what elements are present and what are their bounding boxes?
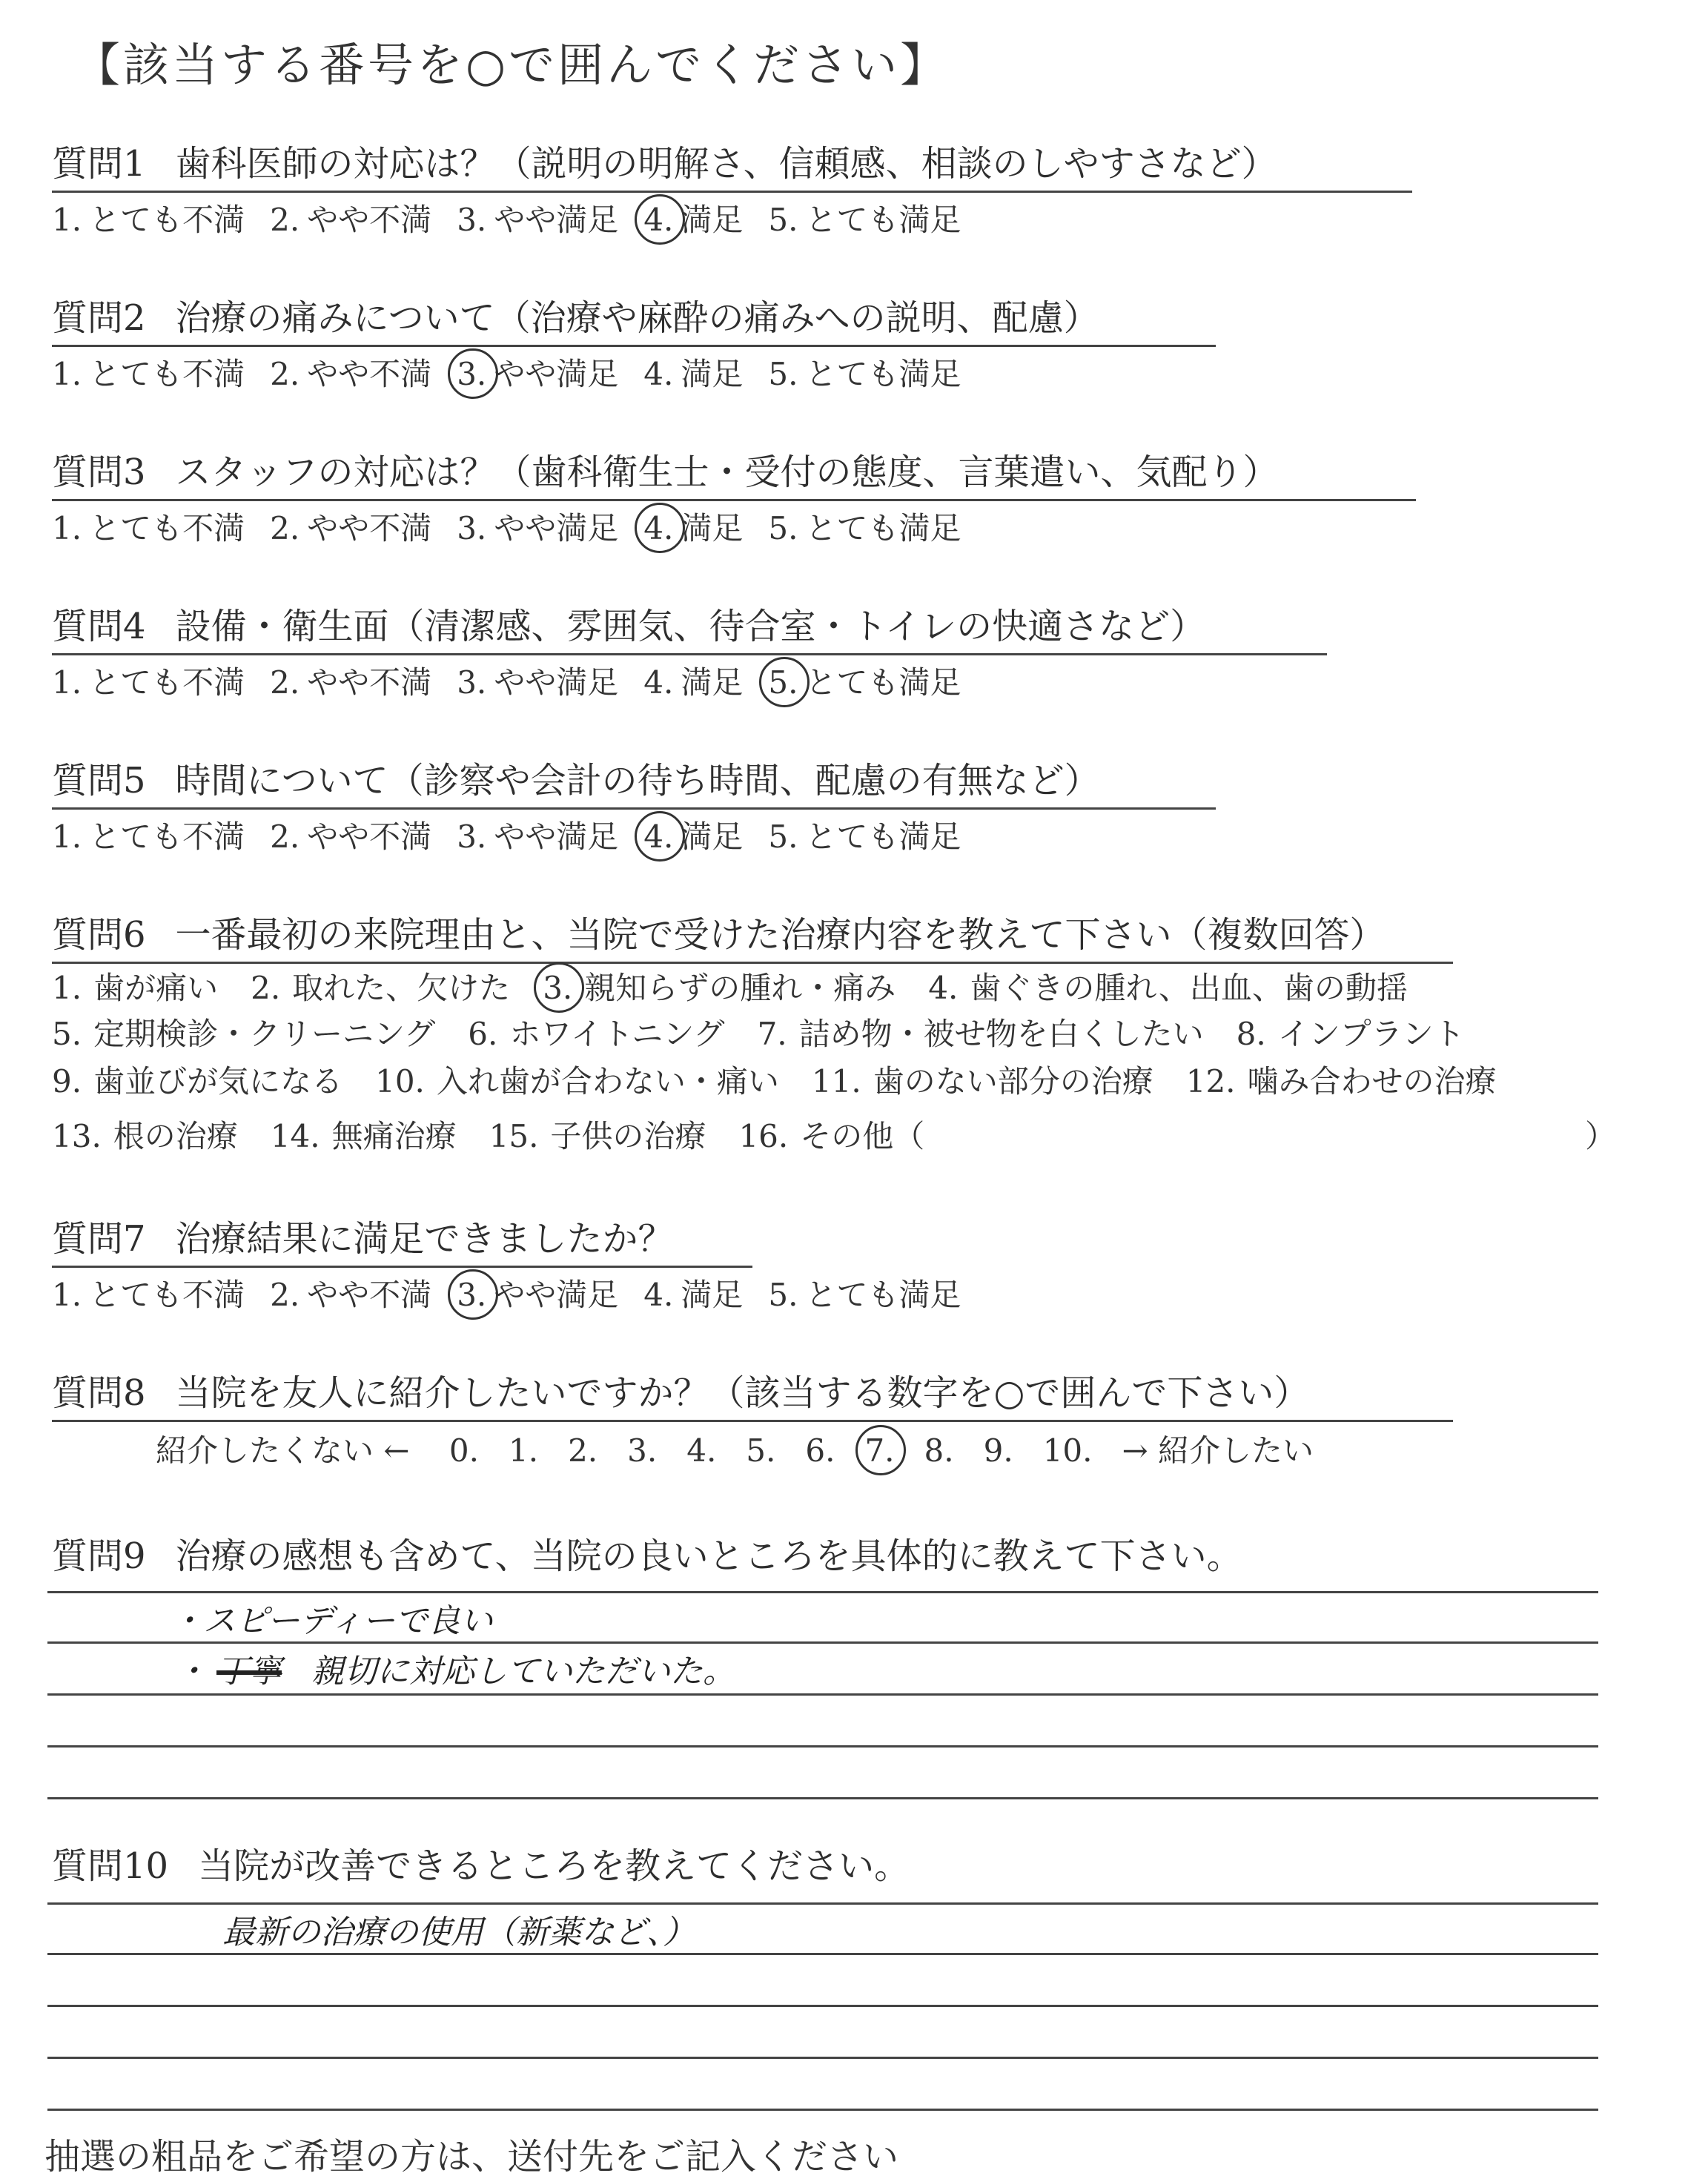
q4-label: 質問4 (52, 606, 146, 647)
q1-option-label: とても満足 (805, 202, 961, 238)
q7-option-2[interactable] (270, 1271, 431, 1315)
q6-option-label: 歯のない部分の治療 (873, 1063, 1153, 1100)
q4-option-5[interactable] (768, 658, 961, 703)
q9-line-2 (47, 1641, 1598, 1644)
q8-scale-value[interactable]: 8. (924, 1432, 954, 1469)
q6-option-label: 親知らずの腫れ・痛み (584, 970, 896, 1006)
q6-option[interactable] (758, 1010, 1204, 1054)
q5-option-label: とても満足 (805, 819, 961, 855)
q5-option-3[interactable] (457, 813, 618, 857)
q3-option-5[interactable] (768, 504, 961, 549)
q6-option-label: 入れ歯が合わない・痛い (436, 1063, 779, 1100)
q7-option-number: 3. (457, 1277, 487, 1313)
q6-option-label: 根の治療 (113, 1118, 238, 1154)
q6-option-number: 5. (52, 1016, 82, 1052)
q3-option-label: やや不満 (307, 510, 432, 546)
q3-option-number: 1. (52, 510, 82, 546)
q6-option[interactable] (1186, 1057, 1497, 1102)
q6-option[interactable] (489, 1112, 706, 1157)
q4-option-label: 満足 (681, 664, 744, 701)
q8-right-label: → 紹介したい (1122, 1432, 1314, 1469)
q9-line-1 (47, 1591, 1598, 1593)
q7-option-label: やや満足 (494, 1277, 619, 1313)
q6-option-number: 4. (928, 970, 959, 1006)
q9-line-3 (47, 1693, 1598, 1696)
q10-answer-1: 最新の治療の使用（新薬など、） (222, 1914, 695, 1951)
q5-option-number: 2. (270, 819, 300, 855)
q6-option[interactable] (251, 964, 510, 1008)
q8-label: 質問8 (52, 1372, 146, 1414)
q10-line-3 (47, 2005, 1598, 2007)
q2-heading (52, 289, 1216, 347)
q10-heading (52, 1837, 910, 1893)
q3-label: 質問3 (52, 452, 146, 493)
q5-option-number: 3. (457, 819, 487, 855)
q3-option-4[interactable] (643, 504, 743, 549)
page-title: 【該当する番号を○で囲んでください】 (74, 38, 950, 92)
q6-option-label: 歯ぐきの腫れ、出血、歯の動揺 (970, 970, 1408, 1006)
q1-option-label: やや満足 (494, 202, 619, 238)
q7-option-number: 2. (270, 1277, 300, 1313)
q4-option-label: やや満足 (494, 664, 619, 701)
q9-answer-1: ・スピーディーで良い (171, 1602, 493, 1640)
q6-option-number: 3. (543, 970, 573, 1006)
q6-option[interactable] (812, 1057, 1153, 1102)
q5-option-label: 満足 (681, 819, 744, 855)
q4-option-number: 2. (270, 664, 300, 701)
q2-option-number: 1. (52, 356, 82, 392)
q2-option-label: やや満足 (494, 356, 619, 392)
q4-options (52, 658, 986, 703)
q4-option-label: とても不満 (89, 664, 245, 701)
q3-option-number: 2. (270, 510, 300, 546)
q6-option-number: 9. (52, 1063, 82, 1100)
q7-option-label: 満足 (681, 1277, 744, 1313)
q9-text: 治療の感想も含めて、当院の良いところを具体的に教えて下さい。 (175, 1535, 1242, 1577)
q6-option[interactable] (52, 1057, 342, 1102)
q2-option-label: とても不満 (89, 356, 245, 392)
q1-option-number: 1. (52, 202, 82, 238)
q1-option-3[interactable] (457, 196, 618, 240)
q3-option-1[interactable] (52, 504, 245, 549)
q5-heading (52, 752, 1216, 810)
q9-answer-2: 親切に対応していただいた。 (311, 1653, 735, 1690)
q8-text: 当院を友人に紹介したいですか？（該当する数字を○で囲んで下さい） (175, 1372, 1310, 1414)
q6-option-number: 6. (468, 1016, 498, 1052)
q6-option-row (52, 1010, 1497, 1054)
q8-scale-value[interactable]: 5. (746, 1432, 776, 1469)
q6-option[interactable] (52, 964, 218, 1008)
q1-text: 歯科医師の対応は？（説明の明解さ、信頼感、相談のしやすさなど） (175, 143, 1277, 185)
q1-option-2[interactable] (270, 196, 431, 240)
q7-option-number: 1. (52, 1277, 82, 1313)
q2-option-2[interactable] (270, 350, 431, 394)
q4-heading (52, 598, 1327, 655)
q6-option-number: 7. (757, 1016, 787, 1052)
q7-option-1[interactable] (52, 1271, 245, 1315)
q9-line-5 (47, 1797, 1598, 1799)
q2-option-3[interactable] (457, 350, 618, 394)
q6-option[interactable] (52, 1112, 238, 1157)
q7-option-3[interactable] (457, 1271, 618, 1315)
q4-option-1[interactable] (52, 658, 245, 703)
q5-option-number: 5. (768, 819, 798, 855)
q10-line-5 (47, 2109, 1598, 2111)
q6-option-label: 定期検診・クリーニング (93, 1016, 436, 1052)
q9-label: 質問9 (52, 1535, 146, 1577)
q6-label: 質問6 (52, 914, 146, 956)
q6-option[interactable] (375, 1057, 779, 1102)
q10-label: 質問10 (52, 1845, 169, 1887)
q5-option-number: 4. (643, 819, 674, 855)
q3-option-2[interactable] (270, 504, 431, 549)
q6-option-label: 歯並びが気になる (93, 1063, 343, 1100)
q6-option-number: 1. (52, 970, 82, 1006)
q6-option[interactable] (738, 1112, 924, 1157)
q6-option[interactable] (928, 964, 1408, 1008)
q10-line-2 (47, 1953, 1598, 1955)
q1-option-number: 3. (457, 202, 487, 238)
q5-text: 時間について（診察や会計の待ち時間、配慮の有無など） (175, 760, 1100, 801)
q6-option-label: 子供の治療 (550, 1118, 706, 1154)
q6-option-number: 16. (738, 1118, 789, 1154)
q6-option[interactable] (271, 1112, 457, 1157)
q5-option-2[interactable] (270, 813, 431, 857)
q4-option-4[interactable] (643, 658, 743, 703)
q6-option-number: 15. (489, 1118, 539, 1154)
q1-option-label: 満足 (681, 202, 744, 238)
q2-option-1[interactable] (52, 350, 245, 394)
q2-option-number: 2. (270, 356, 300, 392)
q1-option-label: とても不満 (89, 202, 245, 238)
q3-options (52, 504, 986, 549)
q6-option-number: 10. (375, 1063, 425, 1100)
q10-line-1 (47, 1902, 1598, 1905)
q4-option-label: とても満足 (805, 664, 961, 701)
q8-scale-value[interactable]: 3. (627, 1432, 658, 1469)
q4-text: 設備・衛生面（清潔感、雰囲気、待合室・トイレの快適さなど） (175, 606, 1206, 647)
q6-option[interactable] (1237, 1010, 1465, 1054)
q1-option-1[interactable] (52, 196, 245, 240)
q2-label: 質問2 (52, 297, 146, 339)
q2-option-label: とても満足 (805, 356, 961, 392)
q6-option-row (52, 964, 1440, 1008)
q8-scale-value[interactable]: 7. (864, 1432, 895, 1469)
q4-option-number: 4. (643, 664, 674, 701)
q6-option-label: 噛み合わせの治療 (1247, 1063, 1497, 1100)
q1-option-number: 4. (643, 202, 674, 238)
q1-option-5[interactable] (768, 196, 961, 240)
q7-option-5[interactable] (768, 1271, 961, 1315)
q5-option-4[interactable] (643, 813, 743, 857)
q7-option-number: 4. (643, 1277, 674, 1313)
q1-options (52, 196, 986, 240)
q8-scale-value[interactable]: 2. (568, 1432, 598, 1469)
q2-option-number: 3. (457, 356, 487, 392)
q6-close-paren: ） (1585, 1118, 1617, 1154)
q6-option-number: 11. (811, 1063, 861, 1100)
q5-label: 質問5 (52, 760, 146, 801)
q6-option-label: その他（ (800, 1118, 925, 1154)
q5-option-number: 1. (52, 819, 82, 855)
q6-option-row (52, 1112, 957, 1157)
q1-heading (52, 135, 1412, 193)
q8-left-label: 紹介したくない ← (156, 1432, 410, 1469)
q9-answer-2-prefix: ・ (175, 1653, 208, 1690)
q9-struck-word: 丁寧 (216, 1653, 282, 1690)
q6-option-number: 8. (1236, 1016, 1266, 1052)
q8-scale-value[interactable]: 1. (508, 1432, 539, 1469)
q8-heading (52, 1364, 1453, 1422)
q6-option[interactable] (468, 1010, 724, 1054)
q3-text: スタッフの対応は？（歯科衛生士・受付の態度、言葉遣い、気配り） (175, 452, 1279, 493)
q3-option-label: とても不満 (89, 510, 245, 546)
q3-option-label: やや満足 (494, 510, 619, 546)
q2-option-number: 5. (768, 356, 798, 392)
q6-option[interactable] (52, 1010, 435, 1054)
q6-option-label: ホワイトニング (509, 1016, 725, 1052)
q10-text: 当院が改善できるところを教えてください。 (198, 1845, 910, 1887)
q2-option-label: 満足 (681, 356, 744, 392)
q1-option-number: 2. (270, 202, 300, 238)
q7-label: 質問7 (52, 1218, 146, 1260)
q1-label: 質問1 (52, 143, 146, 185)
q2-option-4[interactable] (643, 350, 743, 394)
q6-option-number: 12. (1185, 1063, 1236, 1100)
q6-option-label: 詰め物・被せ物を白くしたい (798, 1016, 1204, 1052)
q4-option-number: 1. (52, 664, 82, 701)
q3-option-label: とても満足 (805, 510, 961, 546)
q7-heading (52, 1210, 752, 1268)
q6-option-number: 2. (251, 970, 281, 1006)
q1-option-4[interactable] (643, 196, 743, 240)
q8-scale-value[interactable]: 6. (805, 1432, 835, 1469)
q4-option-2[interactable] (270, 658, 431, 703)
q6-option-number: 13. (52, 1118, 102, 1154)
q6-option-label: 無痛治療 (331, 1118, 457, 1154)
q6-heading (52, 906, 1453, 964)
q6-text: 一番最初の来院理由と、当院で受けた治療内容を教えて下さい（複数回答） (175, 914, 1386, 956)
q6-option-number: 14. (270, 1118, 320, 1154)
q4-option-number: 3. (457, 664, 487, 701)
q7-options (52, 1271, 986, 1315)
q6-option-label: 取れた、欠けた (292, 970, 511, 1006)
q6-option-label: 歯が痛い (93, 970, 219, 1006)
q8-scale (156, 1426, 1343, 1471)
q7-text: 治療結果に満足できましたか？ (175, 1218, 674, 1260)
q5-options (52, 813, 986, 857)
footer-cut-text: 抽選の粗品をご希望の方は、送付先をご記入ください (44, 2136, 899, 2178)
q4-option-label: やや不満 (307, 664, 432, 701)
q1-option-number: 5. (768, 202, 798, 238)
q4-option-number: 5. (768, 664, 798, 701)
q9-heading (52, 1527, 1242, 1583)
q7-option-4[interactable] (643, 1271, 743, 1315)
q8-scale-value[interactable]: 0. (448, 1432, 479, 1469)
q6-option-label: インプラント (1277, 1016, 1465, 1052)
q7-option-label: やや不満 (307, 1277, 432, 1313)
q8-scale-value[interactable]: 4. (686, 1432, 717, 1469)
q10-line-4 (47, 2057, 1598, 2059)
q2-option-label: やや不満 (307, 356, 432, 392)
q7-option-label: とても不満 (89, 1277, 245, 1313)
q3-option-number: 4. (643, 510, 674, 546)
q5-option-1[interactable] (52, 813, 245, 857)
q5-option-label: とても不満 (89, 819, 245, 855)
q3-option-label: 満足 (681, 510, 744, 546)
q9-line-4 (47, 1745, 1598, 1748)
q3-option-3[interactable] (457, 504, 618, 549)
q7-option-number: 5. (768, 1277, 798, 1313)
q6-option[interactable] (543, 964, 896, 1008)
q5-option-label: やや不満 (307, 819, 432, 855)
q2-text: 治療の痛みについて（治療や麻酔の痛みへの説明、配慮） (175, 297, 1099, 339)
q3-option-number: 3. (457, 510, 487, 546)
q8-scale-value[interactable]: 9. (983, 1432, 1013, 1469)
q1-option-label: やや不満 (307, 202, 432, 238)
q5-option-label: やや満足 (494, 819, 619, 855)
q6-option-row (52, 1057, 1529, 1102)
q2-options (52, 350, 986, 394)
q3-option-number: 5. (768, 510, 798, 546)
q8-scale-value[interactable]: 10. (1042, 1432, 1093, 1469)
q2-option-5[interactable] (768, 350, 961, 394)
q2-option-number: 4. (643, 356, 674, 392)
q7-option-label: とても満足 (805, 1277, 961, 1313)
q4-option-3[interactable] (457, 658, 618, 703)
q3-heading (52, 443, 1416, 501)
q5-option-5[interactable] (768, 813, 961, 857)
